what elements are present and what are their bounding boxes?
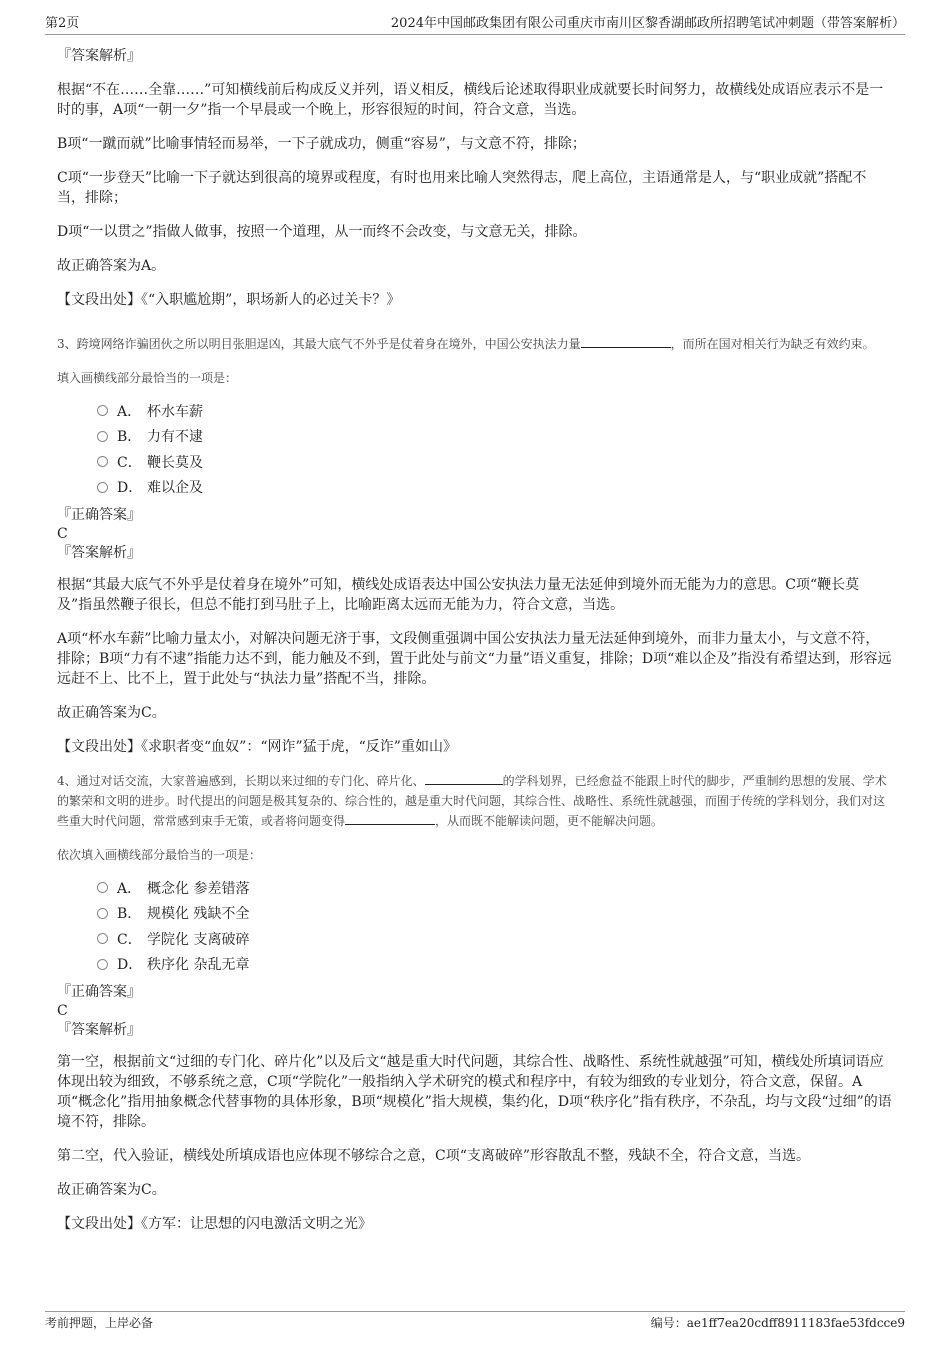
q3-analysis-p2: A项“杯水车薪”比喻力量太小，对解决问题无济于事，文段侧重强调中国公安执法力量无法延伸到境外，而非力量太小，与文意不符，排除；B项“力有不逮”指能力达不到，能力触及不到，置于此处与前文“力量”语义重复，排除；D项“难以企及”指没有希望达到，形容远远赶不上、比不上，置于此处与“执法力量”搭配不当，排除。 <box>57 631 892 687</box>
q3-answer-label: 『正确答案』 <box>57 507 141 523</box>
document-id: 编号：ae1ff7ea20cdff8911183fae53fdcce9 <box>650 1315 905 1330</box>
q3-option-a[interactable]: A． 杯水车薪 <box>97 398 893 424</box>
q4-analysis-p1: 第一空，根据前文“过细的专门化、碎片化”以及后文“越是重大时代问题，其综合性、战略性、系统性就越强”可知，横线处所填词语应体现出较为细致，不够系统之意，C项“学院化”一般指纳入学术研究的模式和程序中，有较为细致的专业划分，符合文意，保留。A项“概念化”指用抽象概念代替事物的具体形象，B项“规模化”指大规模，集约化，D项“秩序化”指有秩序，不杂乱，均与文段“过细”的语境不符，排除。 <box>57 1054 892 1130</box>
q4-answer-label: 『正确答案』 <box>57 984 141 1000</box>
q4-option-b[interactable]: B． 规模化 残缺不全 <box>97 901 893 927</box>
document-title: 2024年中国邮政集团有限公司重庆市南川区黎香湖邮政所招聘笔试冲刺题（带答案解析） <box>390 16 905 31</box>
q4-blank-1 <box>425 771 503 785</box>
q3-instruction: 填入画横线部分最恰当的一项是： <box>57 371 238 385</box>
radio-icon[interactable] <box>97 959 108 970</box>
q2-analysis-p1: 根据“不在……全靠……”可知横线前后构成反义并列，语义相反，横线后论述取得职业成就要长时间努力，故横线处成语应表示不是一时的事，A项“一朝一夕”指一个早晨或一个晚上，形容很短的时间，符合文意，当选。 <box>57 82 884 118</box>
q3-blank <box>581 334 671 348</box>
q2-analysis-label: 『答案解析』 <box>57 48 141 64</box>
q4-stem: 4、通过对话交流，大家普遍感到，长期以来过细的专门化、碎片化、 的学科划界，已经愈益不能跟上时代的脚步，严重制约思想的发展、学术的繁荣和文明的进步。时代提出的问题是极其复杂的、综合性的，越是重大时代问题，其综合性、战略性、系统性就越强，而囿于传统的学科划分，我们对这些重大时代问题，常常感到束手无策，或者将问题变得 ，从而既不能解读问题，更不能解决问题。 <box>57 771 893 831</box>
q4-option-a[interactable]: A． 概念化 参差错落 <box>97 875 893 901</box>
q3-stem-a: 3、跨境网络诈骗团伙之所以明目张胆逞凶，其最大底气不外乎是仗着身在境外，中国公安执法力量 <box>57 337 581 351</box>
q2-analysis-p2: B项“一蹴而就”比喻事情轻而易举，一下子就成功，侧重“容易”，与文意不符，排除； <box>57 136 586 152</box>
radio-icon[interactable] <box>97 882 108 893</box>
q3-source: 【文段出处】《求职者变“血奴”：“网诈”猛于虎，“反诈”重如山》 <box>57 739 457 755</box>
footer-slogan: 考前押题，上岸必备 <box>45 1315 154 1330</box>
q3-analysis-p1: 根据“其最大底气不外乎是仗着身在境外”可知，横线处成语表达中国公安执法力量无法延伸到境外而无能为力的意思。C项“鞭长莫及”指虽然鞭子很长，但总不能打到马肚子上，比喻距离太远而无能为力，符合文意，当选。 <box>57 577 860 613</box>
q3-stem-b: ，而所在国对相关行为缺乏有效约束。 <box>670 337 875 351</box>
radio-icon[interactable] <box>97 908 108 919</box>
q4-section <box>57 771 893 1234</box>
q2-analysis-p3: C项“一步登天”比喻一下子就达到很高的境界或程度，有时也用来比喻人突然得志，爬上高位，主语通常是人，与“职业成就”搭配不当，排除； <box>57 170 867 206</box>
page-footer <box>45 1311 905 1332</box>
q2-conclusion: 故正确答案为A。 <box>57 258 166 274</box>
radio-icon[interactable] <box>97 405 108 416</box>
q3-options <box>97 398 893 500</box>
radio-icon[interactable] <box>97 431 108 442</box>
radio-icon[interactable] <box>97 482 108 493</box>
page-header <box>45 12 905 35</box>
q4-option-c[interactable]: C． 学院化 支离破碎 <box>97 926 893 952</box>
q2-source: 【文段出处】《“入职尴尬期”，职场新人的必过关卡？》 <box>57 292 401 308</box>
page-content <box>57 46 893 1234</box>
q4-conclusion: 故正确答案为C。 <box>57 1182 166 1198</box>
radio-icon[interactable] <box>97 456 108 467</box>
q3-stem <box>57 334 893 354</box>
q4-analysis-p2: 第二空，代入验证，横线处所填成语也应体现不够综合之意，C项“支离破碎”形容散乱不整，残缺不全，符合文意，当选。 <box>57 1148 811 1164</box>
q4-blank-2 <box>345 811 435 825</box>
q4-options <box>97 875 893 977</box>
q3-answer: C <box>57 526 68 542</box>
q4-source: 【文段出处】《方军：让思想的闪电激活文明之光》 <box>57 1216 372 1232</box>
q3-option-b[interactable]: B． 力有不逮 <box>97 424 893 450</box>
q4-instruction: 依次填入画横线部分最恰当的一项是： <box>57 848 262 862</box>
q4-option-d[interactable]: D． 秩序化 杂乱无章 <box>97 952 893 978</box>
q4-analysis-label: 『答案解析』 <box>57 1022 141 1038</box>
q3-analysis-label: 『答案解析』 <box>57 545 141 561</box>
page-number: 第2页 <box>45 16 80 31</box>
q3-conclusion: 故正确答案为C。 <box>57 705 166 721</box>
radio-icon[interactable] <box>97 933 108 944</box>
q2-analysis-p4: D项“一以贯之”指做人做事，按照一个道理，从一而终不会改变，与文意无关，排除。 <box>57 224 587 240</box>
q3-section <box>57 334 893 757</box>
q3-option-c[interactable]: C． 鞭长莫及 <box>97 449 893 475</box>
q3-option-d[interactable]: D． 难以企及 <box>97 475 893 501</box>
q2-section <box>57 46 893 310</box>
q4-answer: C <box>57 1003 68 1019</box>
